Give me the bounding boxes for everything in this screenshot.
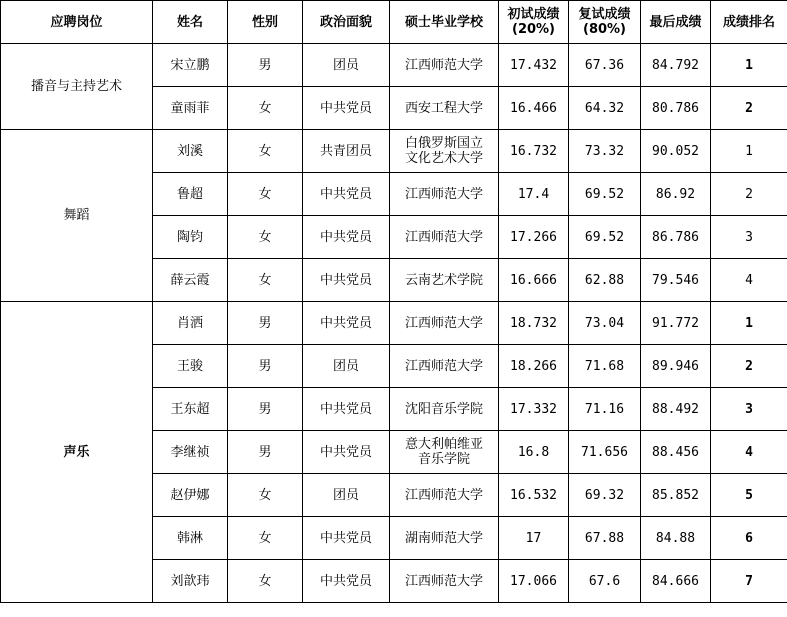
- rank-cell: 4: [711, 259, 787, 302]
- gender-cell: 男: [228, 345, 303, 388]
- header-position: 应聘岗位: [1, 1, 153, 44]
- header-rank: 成绩排名: [711, 1, 787, 44]
- political-cell: 中共党员: [303, 259, 390, 302]
- political-cell: 中共党员: [303, 388, 390, 431]
- final-score-cell: 91.772: [641, 302, 711, 345]
- final-score-cell: 84.88: [641, 517, 711, 560]
- initial-score-cell: 17.266: [499, 216, 569, 259]
- gender-cell: 女: [228, 173, 303, 216]
- retest-score-cell: 67.6: [569, 560, 641, 603]
- rank-cell: 7: [711, 560, 787, 603]
- rank-cell: 3: [711, 388, 787, 431]
- political-cell: 团员: [303, 345, 390, 388]
- retest-score-cell: 71.656: [569, 431, 641, 474]
- gender-cell: 男: [228, 44, 303, 87]
- name-cell: 刘溪: [153, 130, 228, 173]
- header-initial-score: 初试成绩 (20%): [499, 1, 569, 44]
- name-cell: 宋立鹏: [153, 44, 228, 87]
- political-cell: 中共党员: [303, 517, 390, 560]
- school-cell: 湖南师范大学: [390, 517, 499, 560]
- header-retest-score: 复试成绩 (80%): [569, 1, 641, 44]
- name-cell: 陶钧: [153, 216, 228, 259]
- initial-score-cell: 18.732: [499, 302, 569, 345]
- school-cell: 意大利帕维亚 音乐学院: [390, 431, 499, 474]
- retest-score-cell: 71.68: [569, 345, 641, 388]
- gender-cell: 男: [228, 302, 303, 345]
- final-score-cell: 85.852: [641, 474, 711, 517]
- school-cell: 江西师范大学: [390, 560, 499, 603]
- rank-cell: 1: [711, 130, 787, 173]
- group-cell: 声乐: [1, 302, 153, 603]
- group-cell: 播音与主持艺术: [1, 44, 153, 130]
- final-score-cell: 86.92: [641, 173, 711, 216]
- initial-score-cell: 16.532: [499, 474, 569, 517]
- gender-cell: 女: [228, 474, 303, 517]
- retest-score-cell: 69.52: [569, 216, 641, 259]
- school-cell: 白俄罗斯国立 文化艺术大学: [390, 130, 499, 173]
- gender-cell: 女: [228, 130, 303, 173]
- rank-cell: 3: [711, 216, 787, 259]
- rank-cell: 6: [711, 517, 787, 560]
- name-cell: 韩淋: [153, 517, 228, 560]
- school-cell: 江西师范大学: [390, 44, 499, 87]
- final-score-cell: 84.792: [641, 44, 711, 87]
- final-score-cell: 89.946: [641, 345, 711, 388]
- political-cell: 共青团员: [303, 130, 390, 173]
- final-score-cell: 80.786: [641, 87, 711, 130]
- initial-score-cell: 16.466: [499, 87, 569, 130]
- initial-score-cell: 17.432: [499, 44, 569, 87]
- political-cell: 中共党员: [303, 431, 390, 474]
- header-row: [1, 1, 787, 44]
- initial-score-cell: 17.332: [499, 388, 569, 431]
- name-cell: 李继祯: [153, 431, 228, 474]
- table-row: [1, 302, 787, 345]
- political-cell: 中共党员: [303, 87, 390, 130]
- gender-cell: 男: [228, 388, 303, 431]
- school-cell: 江西师范大学: [390, 216, 499, 259]
- initial-score-cell: 16.8: [499, 431, 569, 474]
- political-cell: 团员: [303, 44, 390, 87]
- gender-cell: 女: [228, 87, 303, 130]
- rank-cell: 4: [711, 431, 787, 474]
- political-cell: 中共党员: [303, 560, 390, 603]
- retest-score-cell: 64.32: [569, 87, 641, 130]
- school-cell: 江西师范大学: [390, 345, 499, 388]
- initial-score-cell: 17: [499, 517, 569, 560]
- retest-score-cell: 73.04: [569, 302, 641, 345]
- gender-cell: 女: [228, 216, 303, 259]
- name-cell: 赵伊娜: [153, 474, 228, 517]
- name-cell: 鲁超: [153, 173, 228, 216]
- retest-score-cell: 73.32: [569, 130, 641, 173]
- name-cell: 肖洒: [153, 302, 228, 345]
- initial-score-cell: 17.066: [499, 560, 569, 603]
- header-name: 姓名: [153, 1, 228, 44]
- rank-cell: 1: [711, 302, 787, 345]
- rank-cell: 2: [711, 173, 787, 216]
- name-cell: 王骏: [153, 345, 228, 388]
- table-row: [1, 44, 787, 87]
- initial-score-cell: 16.732: [499, 130, 569, 173]
- political-cell: 中共党员: [303, 302, 390, 345]
- name-cell: 薛云霞: [153, 259, 228, 302]
- table-row: [1, 130, 787, 173]
- name-cell: 王东超: [153, 388, 228, 431]
- initial-score-cell: 18.266: [499, 345, 569, 388]
- school-cell: 云南艺术学院: [390, 259, 499, 302]
- retest-score-cell: 69.52: [569, 173, 641, 216]
- rank-cell: 2: [711, 345, 787, 388]
- final-score-cell: 88.456: [641, 431, 711, 474]
- rank-cell: 5: [711, 474, 787, 517]
- final-score-cell: 88.492: [641, 388, 711, 431]
- political-cell: 中共党员: [303, 216, 390, 259]
- political-cell: 团员: [303, 474, 390, 517]
- school-cell: 西安工程大学: [390, 87, 499, 130]
- gender-cell: 女: [228, 259, 303, 302]
- final-score-cell: 90.052: [641, 130, 711, 173]
- retest-score-cell: 71.16: [569, 388, 641, 431]
- final-score-cell: 79.546: [641, 259, 711, 302]
- final-score-cell: 86.786: [641, 216, 711, 259]
- retest-score-cell: 67.36: [569, 44, 641, 87]
- name-cell: 童雨菲: [153, 87, 228, 130]
- school-cell: 江西师范大学: [390, 173, 499, 216]
- header-political: 政治面貌: [303, 1, 390, 44]
- final-score-cell: 84.666: [641, 560, 711, 603]
- school-cell: 江西师范大学: [390, 302, 499, 345]
- retest-score-cell: 69.32: [569, 474, 641, 517]
- header-school: 硕士毕业学校: [390, 1, 499, 44]
- name-cell: 刘歆玮: [153, 560, 228, 603]
- group-cell: 舞蹈: [1, 130, 153, 302]
- gender-cell: 女: [228, 560, 303, 603]
- political-cell: 中共党员: [303, 173, 390, 216]
- gender-cell: 男: [228, 431, 303, 474]
- initial-score-cell: 17.4: [499, 173, 569, 216]
- header-final-score: 最后成绩: [641, 1, 711, 44]
- school-cell: 沈阳音乐学院: [390, 388, 499, 431]
- rank-cell: 1: [711, 44, 787, 87]
- retest-score-cell: 62.88: [569, 259, 641, 302]
- rank-cell: 2: [711, 87, 787, 130]
- school-cell: 江西师范大学: [390, 474, 499, 517]
- retest-score-cell: 67.88: [569, 517, 641, 560]
- initial-score-cell: 16.666: [499, 259, 569, 302]
- header-gender: 性别: [228, 1, 303, 44]
- gender-cell: 女: [228, 517, 303, 560]
